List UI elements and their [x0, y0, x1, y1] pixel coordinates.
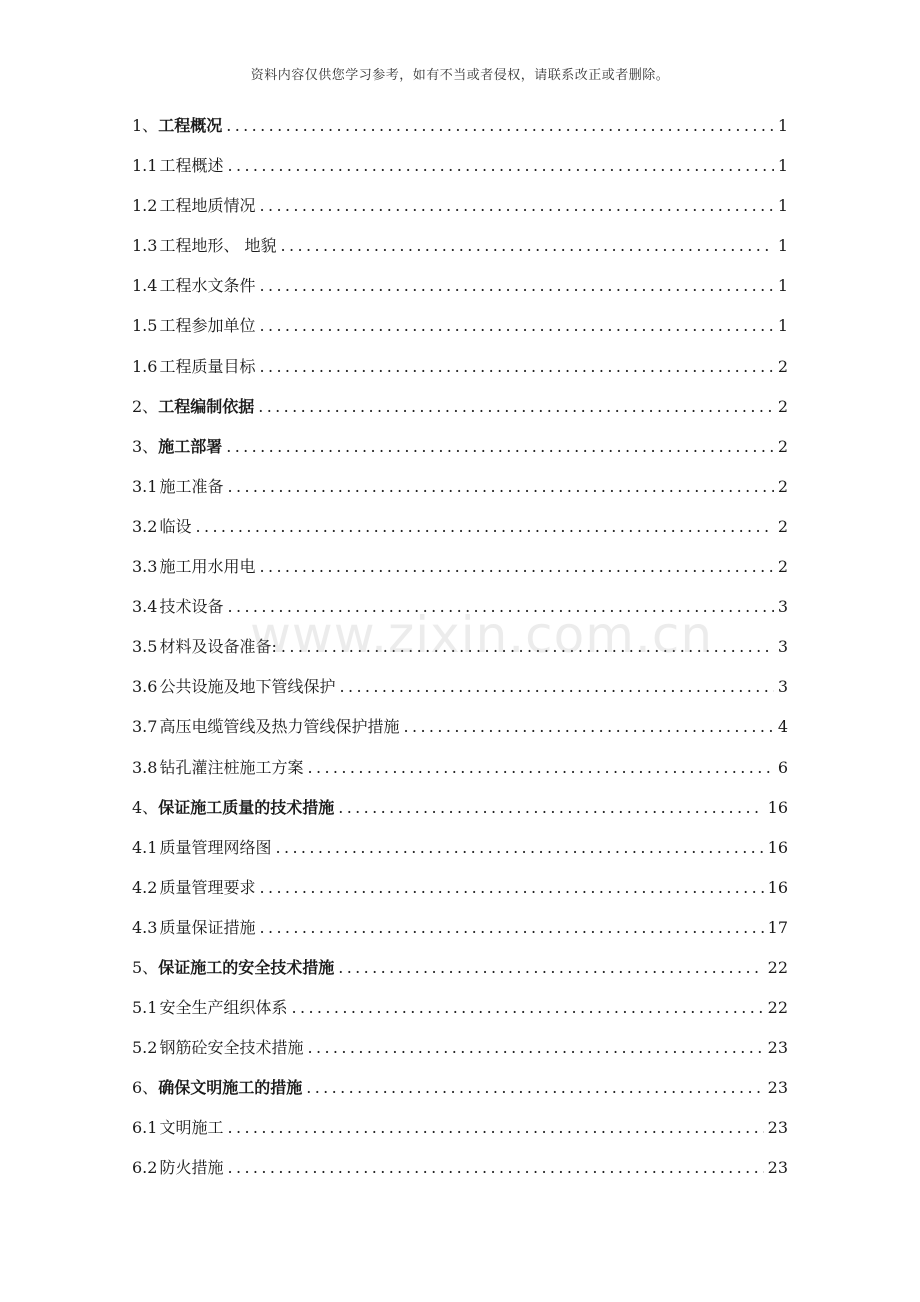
toc-entry[interactable] — [132, 629, 788, 669]
toc-dot-leader — [338, 790, 763, 826]
toc-entry-title: 工程概述 — [159, 156, 224, 176]
toc-entry-title: 施工部署 — [158, 436, 223, 456]
toc-entry-number: 5.1 — [132, 998, 158, 1018]
toc-entry[interactable] — [132, 589, 788, 629]
toc-entry-number: 3.6 — [132, 677, 158, 697]
toc-entry[interactable] — [132, 349, 788, 389]
toc-entry-number: 2、 — [132, 396, 159, 416]
toc-entry-number: 4、 — [132, 797, 159, 817]
toc-entry-number: 1.5 — [132, 316, 158, 336]
toc-dot-leader — [227, 469, 773, 505]
toc-entry-number: 1.3 — [132, 236, 158, 256]
toc-entry-page-number: 2 — [777, 557, 788, 577]
toc-entry-number: 3.2 — [132, 516, 158, 536]
toc-entry-title: 公共设施及地下管线保护 — [159, 677, 336, 697]
toc-entry-page-number: 6 — [777, 757, 788, 777]
toc-entry-title: 保证施工的安全技术措施 — [158, 957, 335, 977]
toc-entry-page-number: 2 — [777, 356, 788, 376]
toc-entry-title: 施工用水用电 — [159, 557, 256, 577]
toc-entry-number: 6、 — [132, 1078, 159, 1098]
toc-entry[interactable] — [132, 910, 788, 950]
toc-entry[interactable] — [132, 268, 788, 308]
toc-entry-title: 质量管理网络图 — [159, 837, 272, 857]
toc-entry-page-number: 1 — [777, 276, 788, 296]
toc-entry-number: 6.1 — [132, 1118, 158, 1138]
toc-entry-page-number: 22 — [767, 957, 788, 977]
toc-entry-page-number: 23 — [767, 1078, 788, 1098]
toc-entry[interactable] — [132, 308, 788, 348]
toc-dot-leader — [259, 268, 773, 304]
toc-entry-page-number: 23 — [767, 1118, 788, 1138]
table-of-contents — [132, 108, 788, 1191]
toc-entry-title: 临设 — [159, 516, 192, 536]
toc-entry-number: 3.1 — [132, 476, 158, 496]
toc-entry-title: 高压电缆管线及热力管线保护措施 — [159, 717, 400, 737]
toc-entry-page-number: 1 — [777, 116, 788, 135]
toc-dot-leader — [281, 228, 774, 264]
toc-dot-leader — [306, 1070, 763, 1106]
toc-entry-title: 工程质量目标 — [159, 356, 256, 376]
toc-dot-leader — [226, 108, 774, 144]
toc-entry[interactable] — [132, 1030, 788, 1070]
toc-entry-page-number: 1 — [777, 196, 788, 216]
toc-dot-leader — [403, 709, 773, 745]
toc-entry-title: 安全生产组织体系 — [159, 998, 288, 1018]
toc-entry-number: 5.2 — [132, 1038, 158, 1058]
toc-entry-page-number: 23 — [767, 1038, 788, 1058]
toc-entry[interactable] — [132, 228, 788, 268]
toc-dot-leader — [226, 429, 774, 465]
toc-entry-title: 工程地形、 地貌 — [159, 236, 277, 256]
toc-entry[interactable] — [132, 429, 788, 469]
toc-dot-leader — [259, 870, 763, 906]
toc-dot-leader — [259, 308, 773, 344]
toc-entry[interactable] — [132, 188, 788, 228]
toc-dot-leader — [227, 1150, 763, 1186]
toc-entry-page-number: 3 — [777, 637, 788, 657]
toc-dot-leader — [259, 349, 773, 385]
toc-dot-leader — [258, 389, 774, 425]
toc-entry-page-number: 22 — [767, 998, 788, 1018]
toc-entry-title: 工程地质情况 — [159, 196, 256, 216]
toc-entry-title: 防火措施 — [159, 1158, 224, 1178]
toc-entry-page-number: 3 — [777, 677, 788, 697]
toc-entry-title: 质量保证措施 — [159, 917, 256, 937]
toc-entry-title: 施工准备 — [159, 476, 224, 496]
toc-entry[interactable] — [132, 549, 788, 589]
toc-entry-title: 工程参加单位 — [159, 316, 256, 336]
toc-entry[interactable] — [132, 148, 788, 188]
toc-entry-number: 5、 — [132, 957, 159, 977]
toc-entry-title: 保证施工质量的技术措施 — [158, 797, 335, 817]
toc-entry-number: 1、 — [132, 116, 159, 135]
toc-entry-page-number: 17 — [767, 917, 788, 937]
toc-dot-leader — [307, 750, 773, 786]
toc-entry-page-number: 1 — [777, 236, 788, 256]
toc-entry[interactable] — [132, 108, 788, 148]
toc-entry[interactable] — [132, 469, 788, 509]
toc-entry[interactable] — [132, 830, 788, 870]
toc-entry-title: 材料及设备准备: — [159, 637, 277, 657]
toc-entry-number: 3.4 — [132, 597, 158, 617]
toc-dot-leader — [227, 1110, 763, 1146]
toc-dot-leader — [281, 629, 774, 665]
toc-entry-number: 3、 — [132, 436, 159, 456]
toc-entry-number: 4.2 — [132, 877, 158, 897]
toc-entry-title: 钻孔灌注桩施工方案 — [159, 757, 304, 777]
toc-entry-page-number: 1 — [777, 316, 788, 336]
toc-dot-leader — [259, 188, 773, 224]
toc-entry-title: 钢筋砼安全技术措施 — [159, 1038, 304, 1058]
toc-entry-page-number: 23 — [767, 1158, 788, 1178]
toc-entry-title: 技术设备 — [159, 597, 224, 617]
toc-entry-title: 工程编制依据 — [158, 396, 255, 416]
toc-entry[interactable] — [132, 990, 788, 1030]
toc-dot-leader — [195, 509, 773, 545]
toc-entry-page-number: 2 — [777, 516, 788, 536]
toc-entry[interactable] — [132, 669, 788, 709]
toc-entry-page-number: 16 — [767, 797, 788, 817]
toc-entry-number: 3.7 — [132, 717, 158, 737]
toc-entry[interactable] — [132, 870, 788, 910]
toc-dot-leader — [259, 549, 773, 585]
toc-entry-number: 3.5 — [132, 637, 158, 657]
watermark: www.zixin.com.cn — [250, 606, 714, 664]
toc-entry-number: 3.8 — [132, 757, 158, 777]
toc-entry[interactable] — [132, 950, 788, 990]
toc-entry[interactable] — [132, 509, 788, 549]
toc-entry[interactable] — [132, 709, 788, 749]
toc-entry-title: 工程水文条件 — [159, 276, 256, 296]
toc-entry-page-number: 1 — [777, 156, 788, 176]
toc-entry-page-number: 16 — [767, 837, 788, 857]
toc-entry-title: 工程概况 — [158, 116, 223, 135]
disclaimer-header: 资料内容仅供您学习参考，如有不当或者侵权，请联系改正或者删除。 — [250, 68, 670, 83]
toc-entry[interactable] — [132, 1070, 788, 1110]
toc-dot-leader — [259, 910, 763, 946]
toc-entry-page-number: 3 — [777, 597, 788, 617]
toc-dot-leader — [227, 589, 773, 625]
toc-entry-page-number: 2 — [777, 396, 788, 416]
toc-entry-page-number: 2 — [777, 476, 788, 496]
toc-dot-leader — [338, 950, 763, 986]
toc-entry-number: 1.4 — [132, 276, 158, 296]
toc-entry-page-number: 16 — [767, 877, 788, 897]
toc-entry-page-number: 4 — [777, 717, 788, 737]
toc-entry-number: 6.2 — [132, 1158, 158, 1178]
toc-entry[interactable] — [132, 750, 788, 790]
toc-entry-title: 质量管理要求 — [159, 877, 256, 897]
toc-dot-leader — [227, 148, 773, 184]
toc-dot-leader — [307, 1030, 763, 1066]
toc-dot-leader — [291, 990, 763, 1026]
toc-entry-number: 3.3 — [132, 557, 158, 577]
toc-entry-number: 4.3 — [132, 917, 158, 937]
toc-entry-title: 确保文明施工的措施 — [158, 1078, 303, 1098]
toc-entry-number: 1.2 — [132, 196, 158, 216]
toc-entry[interactable] — [132, 1150, 788, 1190]
toc-entry[interactable] — [132, 790, 788, 830]
toc-dot-leader — [275, 830, 763, 866]
toc-dot-leader — [339, 669, 773, 705]
toc-entry-number: 1.1 — [132, 156, 158, 176]
toc-entry[interactable] — [132, 389, 788, 429]
toc-entry[interactable] — [132, 1110, 788, 1150]
toc-entry-title: 文明施工 — [159, 1118, 224, 1138]
toc-entry-number: 4.1 — [132, 837, 158, 857]
toc-entry-page-number: 2 — [777, 436, 788, 456]
toc-entry-number: 1.6 — [132, 356, 158, 376]
